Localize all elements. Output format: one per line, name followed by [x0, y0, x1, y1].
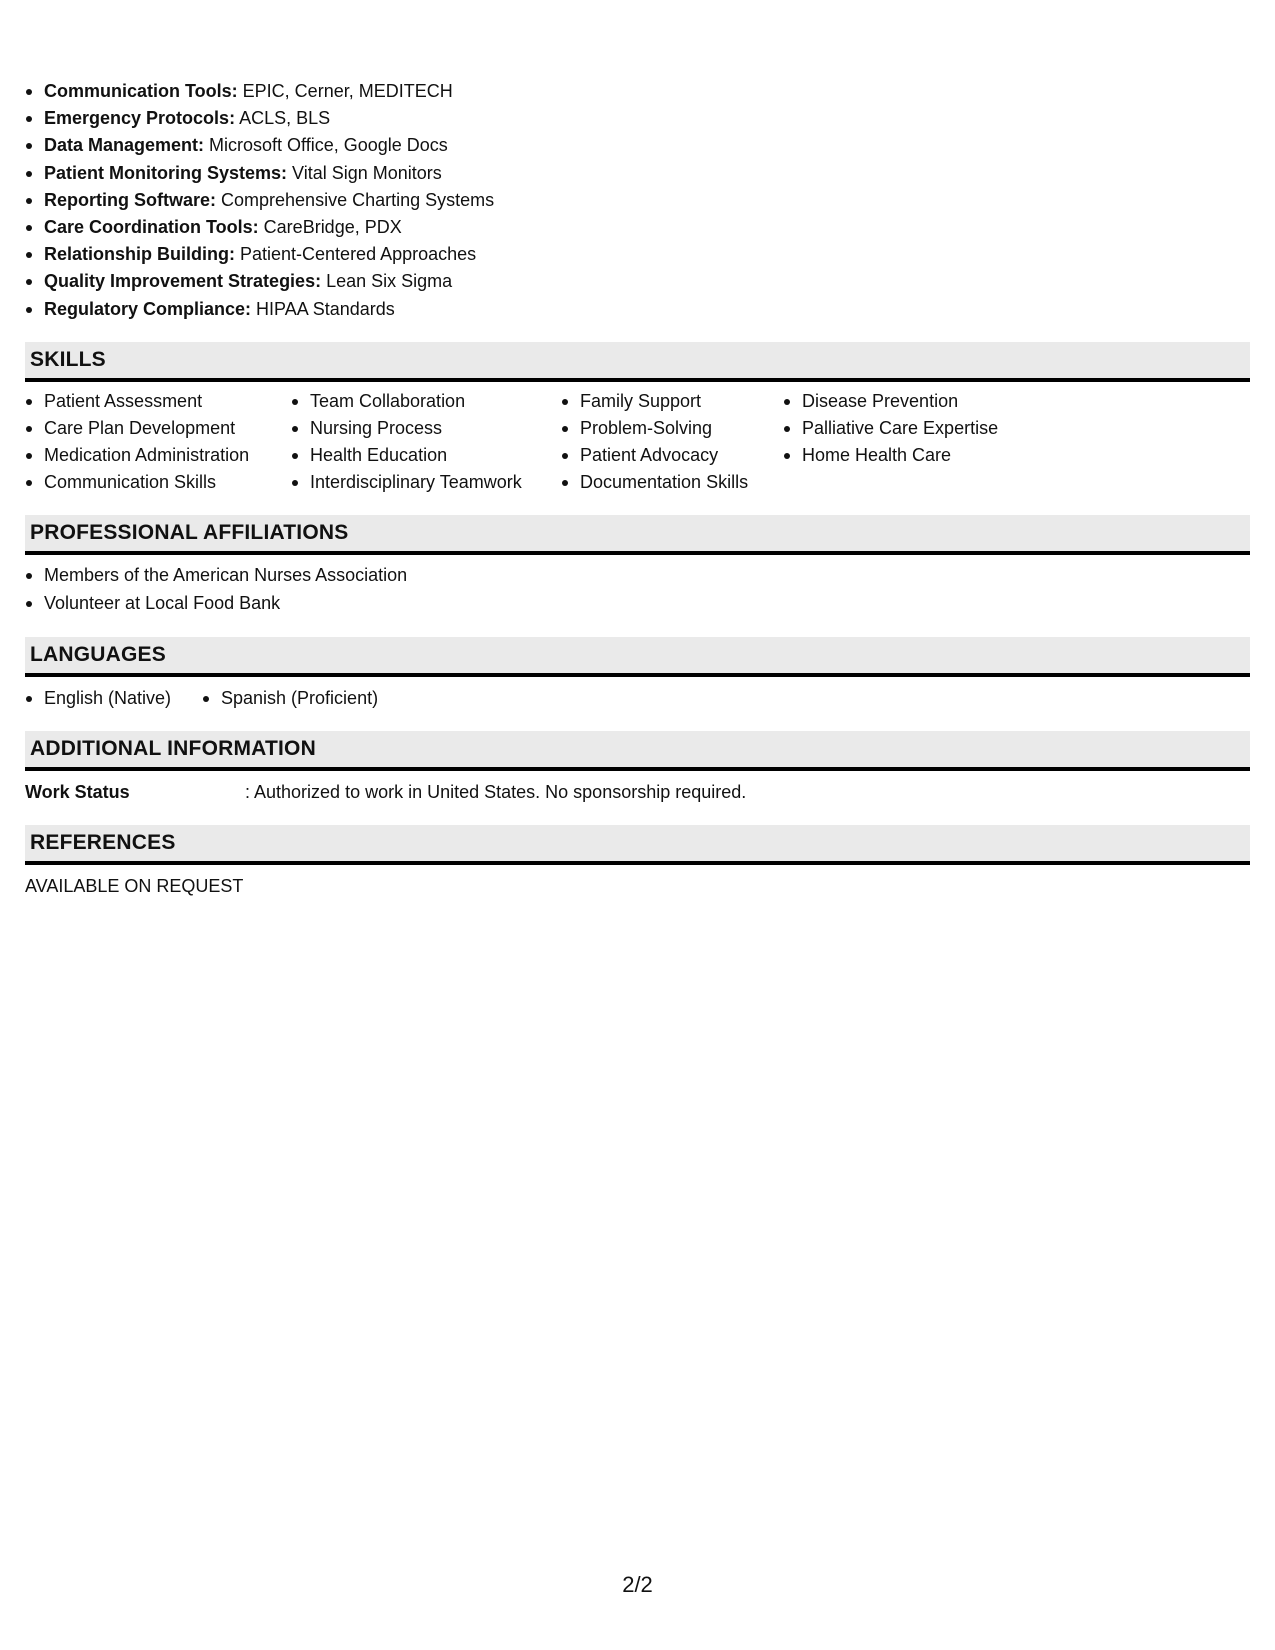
references-section-header	[25, 825, 1250, 865]
item-value: Microsoft Office, Google Docs	[204, 135, 448, 156]
resume-page	[25, 78, 1250, 900]
list-item: Problem-Solving	[561, 415, 783, 442]
work-status-label: Work Status	[25, 781, 130, 802]
item-value: CareBridge, PDX	[258, 216, 402, 237]
item-value: Lean Six Sigma	[321, 271, 453, 292]
list-item	[25, 214, 1250, 241]
list-item: Nursing Process	[291, 415, 561, 442]
item-value: HIPAA Standards	[251, 298, 395, 319]
item-label: Reporting Software:	[44, 189, 217, 210]
section-title: ADDITIONAL INFORMATION	[30, 736, 316, 760]
skills-grid	[25, 388, 1250, 496]
item-value: EPIC, Cerner, MEDITECH	[237, 81, 453, 101]
item-value: Comprehensive Charting Systems	[216, 189, 495, 210]
item-label: Communication Tools:	[44, 81, 238, 101]
list-item	[25, 105, 1250, 132]
affiliations-list	[25, 562, 1250, 618]
item-value: ACLS, BLS	[235, 108, 331, 129]
item-label: Care Coordination Tools:	[44, 216, 259, 237]
section-title: LANGUAGES	[30, 642, 166, 666]
list-item: Health Education	[291, 442, 561, 469]
list-item: Disease Prevention	[783, 388, 1083, 415]
item-value: Vital Sign Monitors	[287, 162, 442, 183]
list-item: Documentation Skills	[561, 469, 783, 496]
list-item: English (Native)	[25, 685, 202, 712]
list-item: Medication Administration	[25, 442, 291, 469]
list-item: Interdisciplinary Teamwork	[291, 469, 561, 496]
list-item: Spanish (Proficient)	[202, 685, 378, 712]
item-label: Patient Monitoring Systems:	[44, 162, 288, 183]
section-title: SKILLS	[30, 347, 106, 371]
list-item: Care Plan Development	[25, 415, 291, 442]
list-item: Communication Skills	[25, 469, 291, 496]
item-label: Regulatory Compliance:	[44, 298, 252, 319]
list-item	[25, 78, 1250, 105]
item-value: Patient-Centered Approaches	[235, 244, 477, 265]
list-item: Patient Advocacy	[561, 442, 783, 469]
item-label: Data Management:	[44, 135, 205, 156]
list-item: Members of the American Nurses Association	[25, 562, 1250, 590]
work-status-value: : Authorized to work in United States. No sponsorship required.	[245, 781, 747, 802]
list-item: Family Support	[561, 388, 783, 415]
skills-column	[561, 388, 783, 496]
additional-info-section-header	[25, 731, 1250, 771]
list-item	[25, 160, 1250, 187]
item-label: Emergency Protocols:	[44, 108, 236, 129]
list-item: Home Health Care	[783, 442, 1083, 469]
list-item	[25, 187, 1250, 214]
item-label: Quality Improvement Strategies:	[44, 271, 322, 292]
work-status-row	[25, 779, 1250, 806]
list-item	[25, 241, 1250, 268]
languages-list	[25, 685, 1250, 712]
page-number: 2/2	[622, 1572, 653, 1597]
affiliations-section-header	[25, 515, 1250, 555]
list-item: Patient Assessment	[25, 388, 291, 415]
skills-section-header	[25, 342, 1250, 382]
section-title: PROFESSIONAL AFFILIATIONS	[30, 520, 349, 544]
references-text: AVAILABLE ON REQUEST	[25, 875, 244, 896]
section-title: REFERENCES	[30, 830, 176, 854]
technical-skills-list	[25, 78, 1250, 323]
skills-column	[25, 388, 291, 496]
list-item	[25, 132, 1250, 159]
list-item: Palliative Care Expertise	[783, 415, 1083, 442]
skills-column	[783, 388, 1083, 496]
skills-column	[291, 388, 561, 496]
list-item	[25, 296, 1250, 323]
list-item	[25, 268, 1250, 295]
list-item: Team Collaboration	[291, 388, 561, 415]
item-label: Relationship Building:	[44, 244, 235, 265]
list-item: Volunteer at Local Food Bank	[25, 590, 1250, 618]
languages-section-header	[25, 637, 1250, 677]
